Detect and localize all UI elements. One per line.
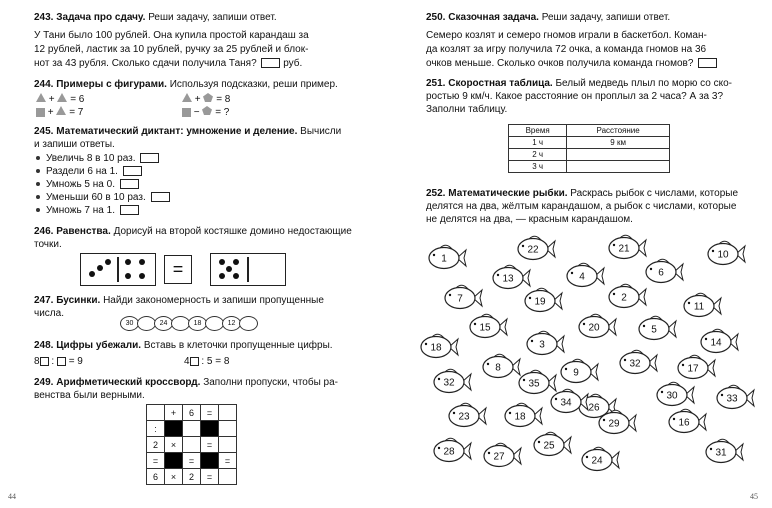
bullet-icon (36, 182, 40, 186)
task-245-header (34, 126, 341, 138)
square-icon (36, 108, 45, 117)
fish-eye (487, 363, 489, 365)
task-252-line3: не делятся на два, — красным карандашом. (426, 214, 633, 225)
task-252-instruction: Раскрась рыбок с числами, которые (570, 188, 739, 199)
fish-eye (643, 325, 645, 327)
task-243-instruction: Реши задачу, запиши ответ. (148, 12, 277, 23)
fish[interactable] (429, 245, 466, 268)
fish-eye (688, 302, 690, 304)
digit-box[interactable] (57, 357, 66, 366)
dictation-text: Уменьши 60 в 10 раз. (46, 192, 146, 203)
crossword-row (147, 421, 237, 437)
equation-part: 4 (184, 356, 190, 367)
fish-number: 1 (441, 253, 447, 265)
bead: 12 (222, 316, 241, 331)
fish[interactable] (582, 447, 619, 470)
equation-result: = 7 (69, 107, 84, 118)
task-244-title: 244. Примеры с фигурами. (34, 79, 167, 90)
task-246-title: 246. Равенства. (34, 226, 111, 237)
fish-eye (712, 250, 714, 252)
fish[interactable] (684, 293, 721, 316)
equation-part: : (51, 356, 55, 367)
task-245-instruction-2: и запиши ответы. (34, 139, 115, 150)
fish-number: 5 (651, 324, 657, 336)
answer-box[interactable] (261, 58, 280, 68)
fish[interactable] (706, 439, 743, 462)
fish-number: 14 (710, 337, 722, 349)
crossword-cell[interactable] (183, 421, 201, 437)
crossword-row (147, 405, 237, 421)
triangle-icon (36, 93, 46, 102)
crossword-grid (146, 404, 237, 485)
fish-eye (488, 452, 490, 454)
crossword-cell[interactable] (183, 437, 201, 453)
fish-number: 26 (588, 402, 600, 414)
fish-number: 3 (539, 339, 545, 351)
fish-number: 19 (534, 296, 546, 308)
time-cell: 1 ч (509, 137, 567, 149)
task-249-instruction-2: венства были верными. (34, 390, 145, 401)
square-icon (182, 108, 191, 117)
fish-eye (425, 343, 427, 345)
crossword-row (147, 469, 237, 485)
pentagon-icon (202, 106, 212, 115)
fish[interactable] (449, 403, 486, 426)
task-252-line2: делятся на два, жёлтым карандашом, а рыбок с числами, которые (426, 201, 737, 212)
fish-eye (565, 368, 567, 370)
dictation-text: Умножь 5 на 0. (46, 179, 115, 190)
task-243-line1: У Тани было 100 рублей. Она купила простой карандаш за (34, 30, 309, 41)
fish[interactable] (525, 288, 562, 311)
fish[interactable] (678, 355, 715, 378)
fish[interactable] (534, 432, 571, 455)
digit-box[interactable] (190, 357, 199, 366)
crossword-black-cell (201, 421, 219, 437)
rubles-unit: руб. (283, 58, 303, 69)
fish[interactable] (609, 235, 646, 258)
fish-eye (583, 323, 585, 325)
fish-number: 25 (543, 440, 555, 452)
shape-equation-2 (36, 106, 83, 119)
fish-eye (538, 441, 540, 443)
dictation-text: Увеличь 8 в 10 раз. (46, 153, 136, 164)
crossword-cell: = (201, 469, 219, 485)
time-cell: 2 ч (509, 149, 567, 161)
answer-box[interactable] (120, 179, 139, 189)
equation-result: = 6 (70, 94, 85, 105)
time-cell: 3 ч (509, 161, 567, 173)
pentagon-icon (203, 93, 213, 102)
fish-number: 20 (588, 322, 600, 334)
crossword-cell[interactable] (219, 421, 237, 437)
fish-number: 23 (458, 411, 470, 423)
distance-cell: 9 км (567, 137, 670, 149)
task-245-title: 245. Математический диктант: умножение и деление. (34, 126, 298, 137)
bullet-icon (36, 208, 40, 212)
task-246-header (34, 226, 352, 238)
fish-eye (613, 293, 615, 295)
fish-eye (721, 394, 723, 396)
bullet-icon (36, 195, 40, 199)
fish-number: 32 (629, 358, 641, 370)
fish-eye (650, 268, 652, 270)
crossword-cell: 6 (147, 469, 165, 485)
task-248-header (34, 340, 333, 352)
fish-number: 21 (618, 243, 630, 255)
fish-eye (453, 412, 455, 414)
fish-number: 32 (443, 377, 455, 389)
fish-number: 22 (527, 244, 539, 256)
domino-2 (210, 253, 286, 286)
fish[interactable] (620, 350, 657, 373)
task-243-header (34, 12, 277, 24)
crossword-cell: : (147, 421, 165, 437)
crossword-cell[interactable] (219, 437, 237, 453)
crossword-cell: × (165, 469, 183, 485)
fish[interactable] (701, 329, 738, 352)
fish[interactable] (639, 316, 676, 339)
shape-equation-3 (182, 93, 230, 106)
plus-sign: + (194, 94, 201, 105)
fish[interactable] (567, 263, 604, 286)
dictation-text: Раздели 6 на 1. (46, 166, 118, 177)
task-250-instruction: Реши задачу, запиши ответ. (541, 12, 671, 23)
crossword-black-cell (165, 453, 183, 469)
plus-sign: + (47, 107, 54, 118)
task-251-instruction: Белый медведь плыл по морю со ско- (555, 78, 732, 89)
equation-part: 8 (34, 356, 40, 367)
fish-area (386, 0, 772, 508)
answer-box[interactable] (140, 153, 159, 163)
dictation-item (36, 179, 139, 191)
task-247-title: 247. Бусинки. (34, 295, 101, 306)
task-249-header (34, 377, 338, 389)
crossword-cell: + (165, 405, 183, 421)
page-number: 45 (750, 492, 758, 501)
domino-dot (233, 259, 239, 265)
fish-eye (438, 447, 440, 449)
task-250-line1: Семеро козлят и семеро гномов играли в баскетбол. Коман- (426, 30, 707, 41)
dictation-text: Умножь 7 на 1. (46, 205, 115, 216)
task-249-instruction: Заполни пропуски, чтобы ра- (203, 377, 339, 388)
equation-result: = ? (215, 107, 230, 118)
fish-number: 17 (687, 363, 699, 375)
shape-equation-1 (36, 93, 84, 106)
fish-eye (497, 274, 499, 276)
fish-eye (433, 254, 435, 256)
fish-number: 27 (493, 451, 505, 463)
fish-number: 4 (579, 271, 585, 283)
dictation-item (36, 166, 142, 178)
fish-number: 7 (457, 293, 463, 305)
equals-sign-box: = (164, 255, 192, 284)
crossword-cell: 2 (147, 437, 165, 453)
domino-1 (80, 253, 156, 286)
fish-number: 8 (495, 362, 501, 374)
triangle-icon (56, 106, 66, 115)
task-250-line2: да козлят за игру получила 72 очка, а команда гномов на 36 (426, 44, 707, 55)
bead: 30 (120, 316, 139, 331)
page-number: 44 (8, 492, 16, 501)
fish-number: 6 (658, 267, 664, 279)
fish-number: 16 (678, 417, 690, 429)
domino-dot (226, 266, 232, 272)
equation-part: : 5 = 8 (201, 356, 230, 367)
bead: 18 (188, 316, 207, 331)
dictation-item (36, 153, 159, 165)
domino-dot (219, 273, 225, 279)
task-249-title: 249. Арифметический кроссворд. (34, 377, 201, 388)
domino-dot (125, 273, 131, 279)
domino-divider (247, 257, 249, 282)
crossword-cell: = (183, 453, 201, 469)
minus-sign: − (193, 107, 200, 118)
crossword-black-cell (165, 421, 183, 437)
triangle-icon (57, 93, 67, 102)
crossword-cell: 2 (183, 469, 201, 485)
fish-number: 10 (717, 249, 729, 261)
fish[interactable] (527, 331, 564, 354)
fish-eye (474, 323, 476, 325)
task-247-instruction: Найди закономерность и запиши пропущенные (103, 295, 324, 306)
task-248-title: 248. Цифры убежали. (34, 340, 142, 351)
crossword-cell[interactable] (219, 405, 237, 421)
bead: 24 (154, 316, 173, 331)
fish-number: 15 (479, 322, 491, 334)
fish-number: 2 (621, 292, 627, 304)
fish-number: 34 (560, 397, 572, 409)
right-page (386, 0, 772, 508)
task-251-title: 251. Скоростная таблица. (426, 78, 553, 89)
task-247-header (34, 295, 324, 307)
fish-number: 30 (666, 390, 678, 402)
fish-number: 35 (528, 378, 540, 390)
missing-digit-equation-2 (184, 356, 229, 368)
fish[interactable] (445, 285, 482, 308)
fish[interactable] (493, 265, 530, 288)
equation-result: = 8 (216, 94, 231, 105)
fish-number: 33 (726, 393, 738, 405)
domino-dot (139, 273, 145, 279)
task-250-line3: очков меньше. Сколько очков получила команда гномов? (426, 58, 694, 69)
fish[interactable] (518, 236, 555, 259)
fish[interactable] (434, 369, 471, 392)
fish-eye (522, 245, 524, 247)
task-246-instruction: Дорисуй на второй костяшке домино недостающие (113, 226, 352, 237)
domino-dot (97, 265, 103, 271)
fish-number: 9 (573, 367, 579, 379)
fish-eye (624, 359, 626, 361)
dictation-item (36, 205, 139, 217)
bullet-icon (36, 169, 40, 173)
fish[interactable] (434, 438, 471, 461)
task-251-line3: Заполни таблицу. (426, 104, 508, 115)
fish[interactable] (484, 443, 521, 466)
fish-eye (555, 398, 557, 400)
fish-eye (710, 448, 712, 450)
fish-number: 29 (608, 418, 620, 430)
fish-eye (661, 391, 663, 393)
fish-eye (523, 379, 525, 381)
domino-dot (89, 271, 95, 277)
crossword-cell: × (165, 437, 183, 453)
fish-eye (603, 419, 605, 421)
task-244-header (34, 79, 338, 91)
domino-dot (233, 273, 239, 279)
fish[interactable] (519, 370, 556, 393)
answer-box[interactable] (120, 205, 139, 215)
fish-eye (531, 340, 533, 342)
task-251-line2: ростью 9 км/ч. Какое расстояние он проплыл за 2 часа? А за 3? (426, 91, 724, 102)
crossword-black-cell (201, 453, 219, 469)
fish[interactable] (609, 284, 646, 307)
fish-number: 28 (443, 446, 455, 458)
task-248-instruction: Вставь в клеточки пропущенные цифры. (143, 340, 333, 351)
domino-dot (105, 259, 111, 265)
answer-box[interactable] (123, 166, 142, 176)
crossword-cell: = (219, 453, 237, 469)
fish-eye (682, 364, 684, 366)
fish-eye (438, 378, 440, 380)
crossword-cell: 6 (183, 405, 201, 421)
fish-eye (586, 456, 588, 458)
fish[interactable] (505, 403, 542, 426)
plus-sign: + (48, 94, 55, 105)
crossword-cell[interactable] (219, 469, 237, 485)
domino-dot (139, 259, 145, 265)
task-246-instruction-2: точки. (34, 239, 62, 250)
fish-number: 13 (502, 273, 514, 285)
crossword-row (147, 453, 237, 469)
task-247-instruction-2: числа. (34, 308, 64, 319)
digit-box[interactable] (40, 357, 49, 366)
fish[interactable] (669, 409, 706, 432)
crossword-cell: = (147, 453, 165, 469)
table-header: Расстояние (567, 125, 670, 137)
fish-eye (673, 418, 675, 420)
equation-part: = 9 (68, 356, 83, 367)
fish[interactable] (579, 314, 616, 337)
crossword-cell: = (201, 405, 219, 421)
fish-number: 18 (514, 411, 526, 423)
fish-number: 11 (693, 301, 705, 313)
task-252-title: 252. Математические рыбки. (426, 188, 568, 199)
task-250-title: 250. Сказочная задача. (426, 12, 539, 23)
task-244-instruction: Используя подсказки, реши пример. (169, 79, 338, 90)
fish[interactable] (657, 382, 694, 405)
domino-dot (125, 259, 131, 265)
crossword-cell[interactable] (147, 405, 165, 421)
fish[interactable] (717, 385, 754, 408)
fish-eye (705, 338, 707, 340)
domino-dot (219, 259, 225, 265)
fish-number: 18 (430, 342, 442, 354)
task-243-line3: нот за 43 рубля. Сколько сдачи получила Таня? (34, 58, 257, 69)
fish-number: 24 (591, 455, 603, 467)
fish[interactable] (421, 334, 458, 357)
missing-digit-equation-1 (34, 356, 83, 368)
task-243-line2: 12 рублей, ластик за 10 рублей, ручку за 25 рублей и блок- (34, 44, 309, 55)
answer-box[interactable] (151, 192, 170, 202)
domino-divider (117, 257, 119, 282)
fish[interactable] (561, 359, 598, 382)
triangle-icon (182, 93, 192, 102)
dictation-item (36, 192, 170, 204)
task-243-line3-wrap (34, 58, 302, 70)
fish-number: 31 (715, 447, 727, 459)
fish[interactable] (708, 241, 745, 264)
fish-eye (449, 294, 451, 296)
fish[interactable] (483, 354, 520, 377)
fish[interactable] (470, 314, 507, 337)
task-243-title: 243. Задача про сдачу. (34, 12, 146, 23)
fish-eye (509, 412, 511, 414)
fish-eye (613, 244, 615, 246)
crossword-cell: = (201, 437, 219, 453)
fish[interactable] (646, 259, 683, 282)
task-245-instruction: Вычисли (300, 126, 342, 137)
crossword-row (147, 437, 237, 453)
bead-empty[interactable] (239, 316, 258, 331)
fish-eye (571, 272, 573, 274)
table-header: Время (509, 125, 567, 137)
bullet-icon (36, 156, 40, 160)
fish-eye (529, 297, 531, 299)
shape-equation-4 (182, 106, 229, 119)
